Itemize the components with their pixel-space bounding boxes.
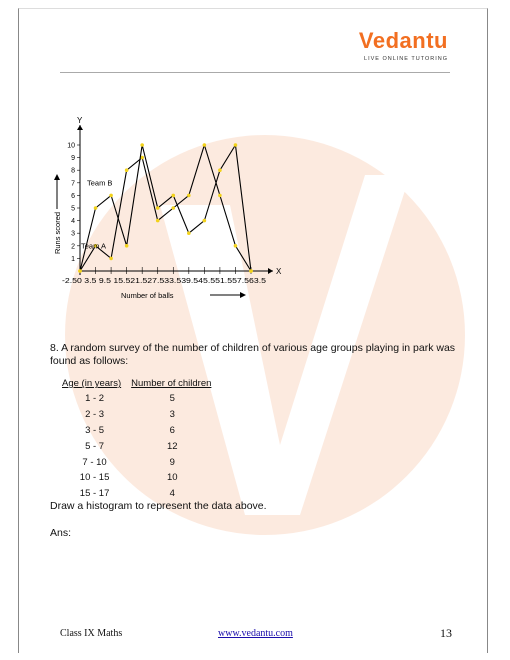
count-cell: 12: [166, 440, 178, 452]
x-label-arrow-head: [240, 292, 246, 298]
y-tick-label: 3: [71, 230, 75, 238]
data-point: [156, 219, 160, 223]
age-cell: 15 - 17: [79, 488, 110, 500]
header-children: Number of children: [131, 378, 212, 389]
footer-class-label: Class IX Maths: [60, 628, 123, 639]
table-row: [62, 438, 217, 454]
data-point: [109, 194, 113, 198]
data-point: [125, 168, 129, 172]
y-axis-label: Runs scored: [53, 211, 62, 255]
instruction-text: Draw a histogram to represent the data above.: [50, 500, 267, 512]
data-point: [187, 231, 191, 235]
y-tick-label: 8: [71, 167, 75, 175]
data-point: [187, 194, 191, 198]
logo-wordmark: Vedantu: [358, 28, 448, 53]
y-tick-label: 1: [71, 255, 75, 263]
y-axis-arrow: [77, 125, 83, 130]
header-divider: [60, 72, 450, 73]
data-point: [156, 206, 160, 210]
table-row: [62, 454, 217, 470]
data-point: [218, 168, 222, 172]
y-label-arrow-head: [54, 174, 60, 180]
series-line-team-b: [80, 145, 251, 271]
age-cell: 2 - 3: [85, 409, 105, 421]
data-point: [78, 269, 82, 273]
data-point: [234, 143, 238, 147]
count-cell: 6: [169, 424, 175, 436]
data-point: [94, 206, 98, 210]
brand-logo: [359, 30, 448, 62]
y-tick-label: 9: [71, 155, 75, 163]
table-header-row: [62, 378, 217, 391]
data-point: [249, 269, 253, 273]
chart-series: [78, 143, 253, 273]
age-cell: 5 - 7: [85, 440, 105, 452]
data-point: [218, 194, 222, 198]
count-cell: 9: [169, 456, 175, 468]
x-axis-arrow: [268, 268, 273, 274]
table-row: [62, 407, 217, 423]
y-tick-label: 4: [71, 218, 75, 226]
series-label-team-b: Team B: [87, 178, 113, 188]
page-number: 13: [440, 626, 452, 640]
runs-line-chart: [40, 115, 280, 305]
table-row: [62, 470, 217, 486]
data-point: [109, 257, 113, 261]
footer-website-link[interactable]: www.vedantu.com: [218, 628, 293, 639]
table-row: [62, 391, 217, 407]
count-cell: 3: [169, 409, 175, 421]
x-axis-letter: X: [276, 267, 282, 276]
series-line-team-a: [80, 145, 251, 271]
data-point: [234, 244, 238, 248]
answer-label: Ans:: [50, 527, 72, 539]
y-tick-label: 10: [67, 142, 75, 150]
data-point: [171, 194, 175, 198]
y-tick-label: 6: [71, 192, 75, 200]
logo-tagline: LIVE ONLINE TUTORING: [364, 56, 448, 62]
chart-labels: [53, 116, 282, 300]
series-label-team-a: Team A: [81, 241, 107, 251]
age-cell: 7 - 10: [82, 456, 107, 468]
age-cell: 3 - 5: [85, 424, 105, 436]
y-axis-letter: Y: [77, 116, 83, 125]
x-tick-labels: -2.50 3.5 9.5 15.521.527.533.539.545.551.557.563.5: [62, 278, 267, 285]
header-age: Age (in years): [62, 378, 122, 389]
x-axis-label: Number of balls: [121, 291, 174, 300]
count-cell: 4: [169, 488, 175, 500]
page-border: [18, 8, 488, 653]
y-tick-label: 7: [71, 180, 75, 188]
table-row: [62, 423, 217, 439]
count-cell: 5: [169, 393, 175, 405]
data-point: [125, 244, 129, 248]
y-tick-label: 5: [71, 205, 75, 213]
data-point: [171, 206, 175, 210]
count-cell: 10: [166, 472, 178, 484]
age-cell: 1 - 2: [85, 393, 105, 405]
data-point: [140, 143, 144, 147]
chart-ticks: [62, 143, 266, 286]
data-point: [203, 143, 207, 147]
age-cell: 10 - 15: [79, 472, 110, 484]
y-tick-label: 2: [71, 243, 75, 251]
data-point: [203, 219, 207, 223]
question-text: 8. A random survey of the number of children of various age groups playing in park was found as follows:: [50, 342, 456, 367]
age-survey-table: [62, 378, 217, 502]
